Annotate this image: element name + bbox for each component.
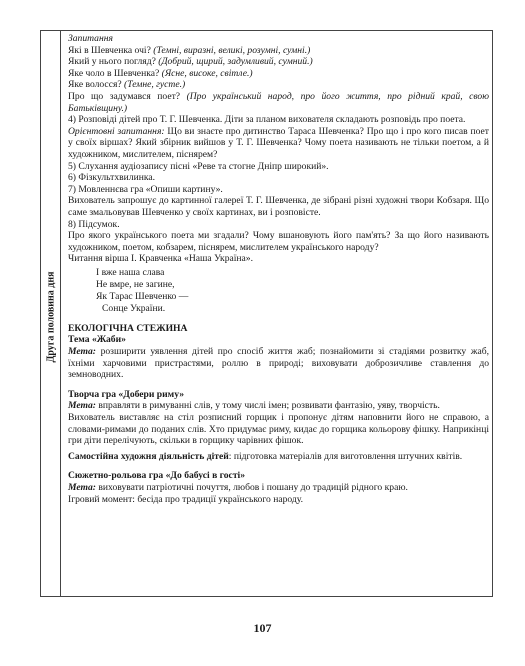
- game-heading: Творча гра «Добери риму»: [68, 388, 185, 400]
- art-activity: Самостійна художня діяльність дітей: підготовка матеріалів для виготовлення штучних квітів.: [68, 450, 463, 462]
- item-6: 6) Фізкультхвилинка.: [68, 172, 156, 184]
- item-4: 4) Розповіді дітей про Т. Г. Шевченка. Діти за планом вихователя складають розповідь про поета.: [68, 114, 466, 126]
- content-cell: [68, 33, 489, 505]
- game-goal: Мета: вправляти в римуванні слів, у тому числі імен; розвивати фантазію, уяву, творчість.: [68, 400, 440, 412]
- item-8: 8) Підсумок.: [68, 218, 120, 230]
- question-4: Яке волосся? (Темне, густе.): [68, 79, 186, 91]
- question-1: Які в Шевченка очі? (Темні, виразні, великі, розумні, сумні.): [68, 44, 311, 56]
- question-3: Яке чоло в Шевченка? (Ясне, високе, світле.): [68, 67, 253, 79]
- question-2: Який у нього погляд? (Добрий, щирий, задумливий, сумний.): [68, 56, 313, 68]
- poem-line: І вже наша слава: [96, 266, 165, 278]
- role-moment: Ігровий момент: бесіда про традиції українського народу.: [68, 493, 304, 505]
- eco-goal: Мета: розширити уявлення дітей про спосіб життя жаб; познайомити зі стадіями розвитку жаб, їхніми харчовими пристрастями, роллю в природі; виховувати доброзичливе ставлення до земноводних.: [68, 346, 489, 381]
- poem-line: Не вмре, не загине,: [96, 278, 175, 290]
- item-7-text: Вихователь запрошує до картинної галереї Т. Г. Шевченка, де зібрані різні художні твори Кобзаря. Що саме змальовував Шевченко у своїх картинах, ви і розповісте.: [68, 195, 489, 218]
- item-7: 7) Мовленнєва гра «Опиши картину».: [68, 183, 223, 195]
- lesson-table: [40, 30, 493, 597]
- guiding-questions: Орієнтовні запитання: Що ви знаєте про дитинство Тараса Шевченка? Про що і про кого писав поет у своїх віршах? Який збірник вийшов у Т. Г. Шевченка? Чому поета називають не тільки поетом, а й художником, мислителем, піснярем?: [68, 125, 490, 160]
- game-text: Вихователь виставляє на стіл розписний горщик і пропонує дітям наповнити його не справою, а словами-римами до поданих слів. Хто придумає риму, кидає до горщика кольорову фішку. Наприкінці гри діти перелічують, скільки в горщику чарівних фішок.: [68, 412, 489, 447]
- poem: [96, 267, 489, 315]
- eco-topic: Тема «Жаби»: [68, 334, 126, 346]
- side-label: Друга половина дня: [45, 271, 57, 363]
- page-number: 107: [253, 621, 272, 635]
- question-5: Про що задумався поет? (Про український народ, про його життя, про рідний край, свою Батьківщину.): [68, 90, 489, 114]
- role-heading: Сюжетно-рольова гра «До бабусі в гості»: [68, 470, 245, 482]
- poem-line: Сонце України.: [102, 302, 166, 314]
- item-8-text: Про якого українського поета ми згадали? Чому вшановують його пам'ять? За що його називають художником, поетом, кобзарем, піснярем, мислителем українського народу?: [68, 230, 489, 253]
- item-5: 5) Слухання аудіозапису пісні «Реве та стогне Дніпр широкий».: [68, 160, 329, 172]
- poem-intro: Читання вірша І. Кравченка «Наша Україна».: [68, 253, 253, 265]
- questions-heading: Запитання: [68, 33, 113, 44]
- poem-line: Як Тарас Шевченко —: [96, 290, 189, 302]
- eco-heading: ЕКОЛОГІЧНА СТЕЖИНА: [68, 322, 188, 334]
- side-column: [41, 31, 61, 596]
- role-goal: Мета: виховувати патріотичні почуття, любов і пошану до традицій рідного краю.: [68, 482, 408, 493]
